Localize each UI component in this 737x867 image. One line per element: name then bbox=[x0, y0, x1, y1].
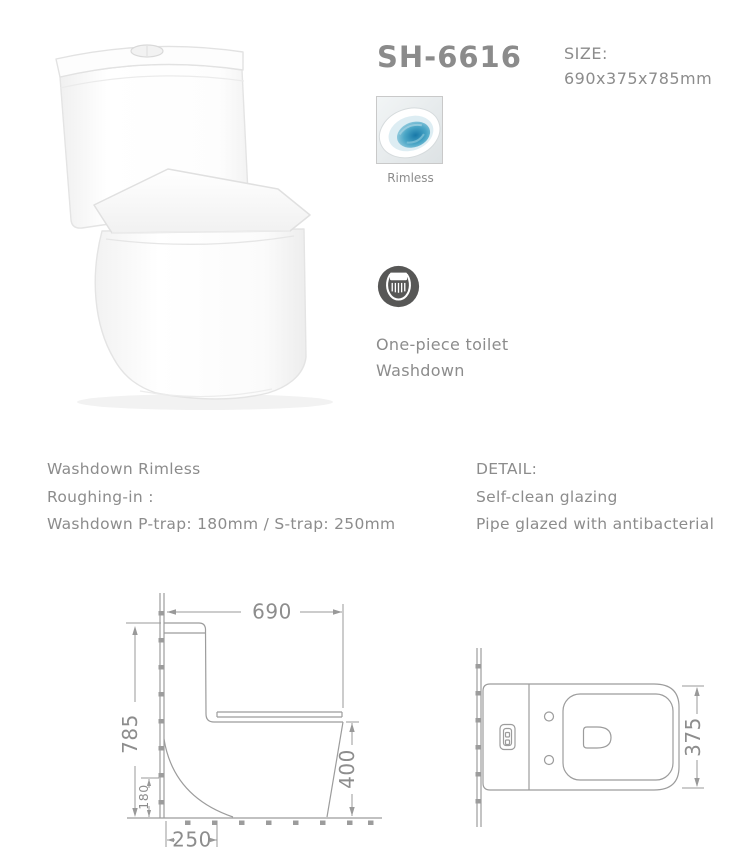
spec-line: Washdown Rimless bbox=[47, 460, 201, 478]
spec-column-detail bbox=[476, 456, 714, 539]
dim-height: 785 bbox=[118, 714, 142, 754]
spec-line: Washdown P-trap: 180mm / S-trap: 250mm bbox=[47, 515, 396, 534]
dim-width: 690 bbox=[252, 599, 292, 624]
feature-type-label: One-piece toilet bbox=[376, 335, 509, 354]
dim-depth: 375 bbox=[681, 717, 705, 757]
detail-line: Pipe glazed with antibacterial bbox=[476, 515, 715, 534]
size-label: SIZE: bbox=[564, 44, 608, 63]
bowl-base bbox=[95, 229, 306, 399]
product-photo bbox=[20, 25, 345, 415]
dim-seat-height: 400 bbox=[335, 749, 359, 789]
dim-trap-height: 180 bbox=[136, 784, 151, 810]
spec-line: Roughing-in : bbox=[47, 487, 154, 506]
toilet-illustration bbox=[56, 45, 333, 410]
washdown-icon bbox=[377, 265, 420, 308]
wall-hatch-side bbox=[159, 611, 164, 805]
detail-title: DETAIL: bbox=[476, 460, 538, 478]
detail-line: Self-clean glazing bbox=[476, 487, 618, 506]
rimless-bowl-image bbox=[377, 97, 442, 163]
floor-hatch bbox=[185, 821, 374, 826]
dimension-arrows-side bbox=[132, 609, 354, 842]
dim-rough-in: 250 bbox=[172, 827, 212, 852]
wall-hatch-top bbox=[476, 664, 481, 804]
top-view bbox=[477, 648, 679, 827]
feature-flush-label: Washdown bbox=[376, 361, 465, 380]
technical-drawings bbox=[0, 575, 737, 867]
size-value: 690x375x785mm bbox=[564, 69, 713, 88]
rimless-thumbnail bbox=[376, 96, 443, 164]
cistern-shape bbox=[390, 273, 407, 281]
spec-column-left bbox=[47, 456, 395, 539]
model-number: SH-6616 bbox=[377, 40, 522, 74]
rimless-caption: Rimless bbox=[387, 171, 434, 185]
